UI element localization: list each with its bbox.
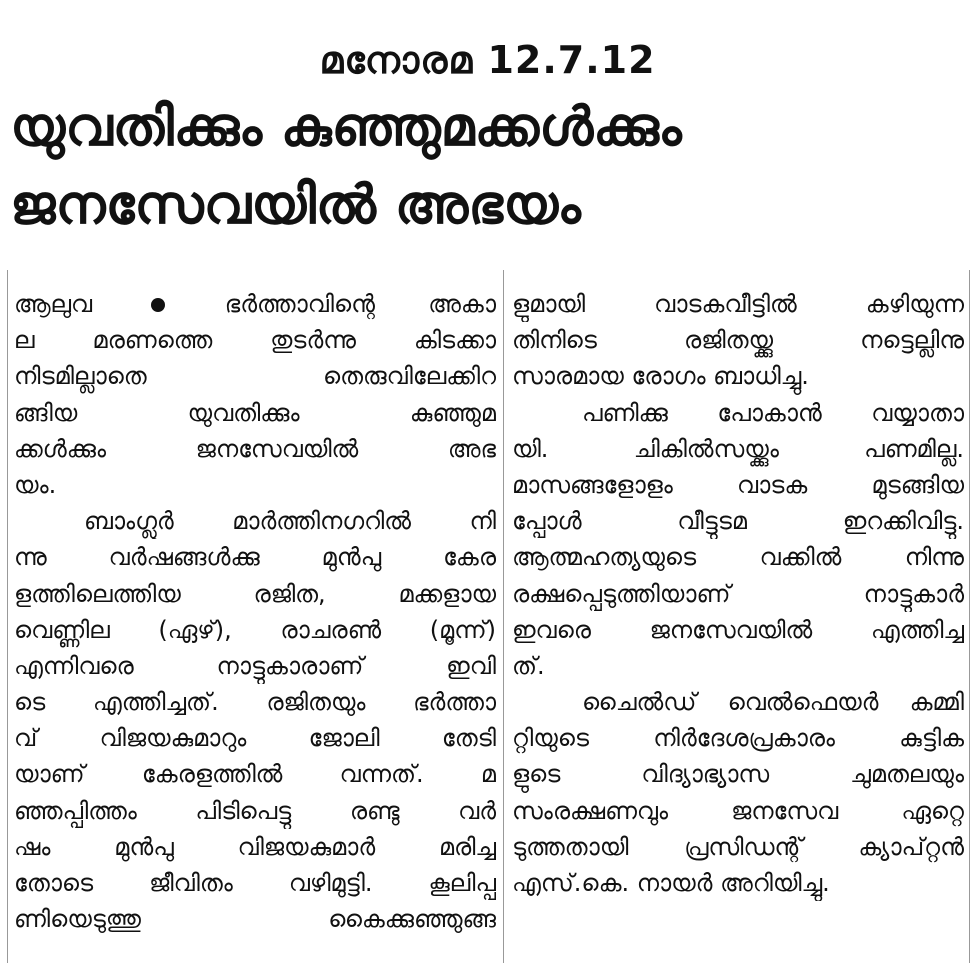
newspaper-source-date: മനോരമ 12.7.12	[319, 38, 656, 82]
article-line	[14, 286, 496, 322]
article-line: തോടെ ജീവിതം വഴിമുട്ടി. കൂലിപ്പ	[14, 869, 496, 897]
article-line: ടെ എത്തിച്ചത്. രജിതയും ഭർത്താ	[14, 688, 496, 717]
article-line: പണിക്കു പോകാൻ വയ്യാതാ	[582, 398, 964, 427]
column-divider	[503, 270, 504, 963]
article-line: രക്ഷപ്പെടുത്തിയാണ് നാട്ടുകാർ	[512, 579, 964, 608]
article-line: എന്നിവരെ നാട്ടുകാരാണ് ഇവി	[14, 651, 496, 680]
article-line: ടുത്തതായി പ്രസിഡന്റ് ക്യാപ്റ്റൻ	[512, 832, 964, 861]
article-line: സംരക്ഷണവും ജനസേവ ഏറ്റെ	[512, 796, 964, 825]
article-line: റ്റിയുടെ നിർദേശപ്രകാരം കുട്ടിക	[512, 724, 964, 753]
article-line: ഞ്ഞപ്പിത്തം പിടിപെട്ടു രണ്ടു വർ	[14, 796, 496, 825]
article-line: മാസങ്ങളോളം വാടക മുടങ്ങിയ	[512, 470, 964, 499]
column-rule-right	[969, 270, 970, 963]
article-line: ഷം മുൻപു വിജയകുമാർ മരിച്ച	[14, 832, 496, 861]
article-line: യാണ് കേരളത്തിൽ വന്നത്. മ	[14, 760, 496, 789]
article-line: ത്.	[512, 651, 545, 680]
article-line-text: ഭർത്താവിന്റെ അകാ	[224, 290, 496, 318]
article-line: ന്നു വർഷങ്ങൾക്കു മുൻപു കേര	[14, 543, 496, 572]
article-line: ല മരണത്തെ തുടർന്നു കിടക്കാ	[14, 326, 496, 355]
headline-line-1: യുവതിക്കും കുഞ്ഞുമക്കൾക്കും	[10, 95, 682, 158]
article-line: പ്പോൾ വീട്ടുടമ ഇറക്കിവിട്ടു.	[512, 507, 964, 536]
article-line: ബാംഗ്ലൂർ മാർത്തിനഗറിൽ നി	[84, 507, 496, 536]
article-line: ആത്മഹത്യയുടെ വക്കിൽ നിന്നു	[512, 543, 964, 572]
article-line: വ് വിജയകുമാറും ജോലി തേടി	[14, 724, 496, 753]
headline-line-2: ജനസേവയിൽ അഭയം	[10, 173, 581, 236]
article-line: നിടമില്ലാതെ തെരുവിലേക്കിറ	[14, 362, 496, 391]
article-line: വെണ്ണില (ഏഴ്), രാചരൺ (മൂന്ന്)	[14, 615, 496, 644]
article-line: യം.	[14, 470, 57, 499]
bullet-icon	[151, 298, 165, 312]
article-line: സാരമായ രോഗം ബാധിച്ചു.	[512, 362, 809, 391]
article-line: ഇവരെ ജനസേവയിൽ എത്തിച്ച	[512, 615, 964, 644]
article-line: തിനിടെ രജിതയ്ക്കു നട്ടെല്ലിനു	[512, 326, 964, 355]
article-line: ണിയെടുത്തു കൈക്കുഞ്ഞുങ്ങ	[14, 905, 496, 934]
article-line: ങ്ങിയ യുവതിക്കും കുഞ്ഞുമ	[14, 398, 496, 427]
article-line: ളത്തിലെത്തിയ രജിത, മക്കളായ	[14, 579, 496, 608]
article-line: ളുടെ വിദ്യാഭ്യാസ ചുമതലയും	[512, 760, 964, 789]
dateline: ആലുവ	[14, 290, 93, 318]
column-rule-left	[7, 270, 8, 963]
article-line: ളുമായി വാടകവീട്ടിൽ കഴിയുന്ന	[512, 290, 964, 318]
article-line: എസ്.കെ. നായർ അറിയിച്ചു.	[512, 869, 830, 897]
article-line: യി. ചികിൽസയ്ക്കും പണമില്ല.	[512, 434, 964, 463]
article-line: ചൈൽഡ് വെൽഫെയർ കമ്മി	[582, 688, 964, 717]
article-column-left	[14, 286, 496, 937]
article-line: ക്കൾക്കും ജനസേവയിൽ അഭ	[14, 434, 496, 463]
article-column-right	[512, 286, 964, 901]
